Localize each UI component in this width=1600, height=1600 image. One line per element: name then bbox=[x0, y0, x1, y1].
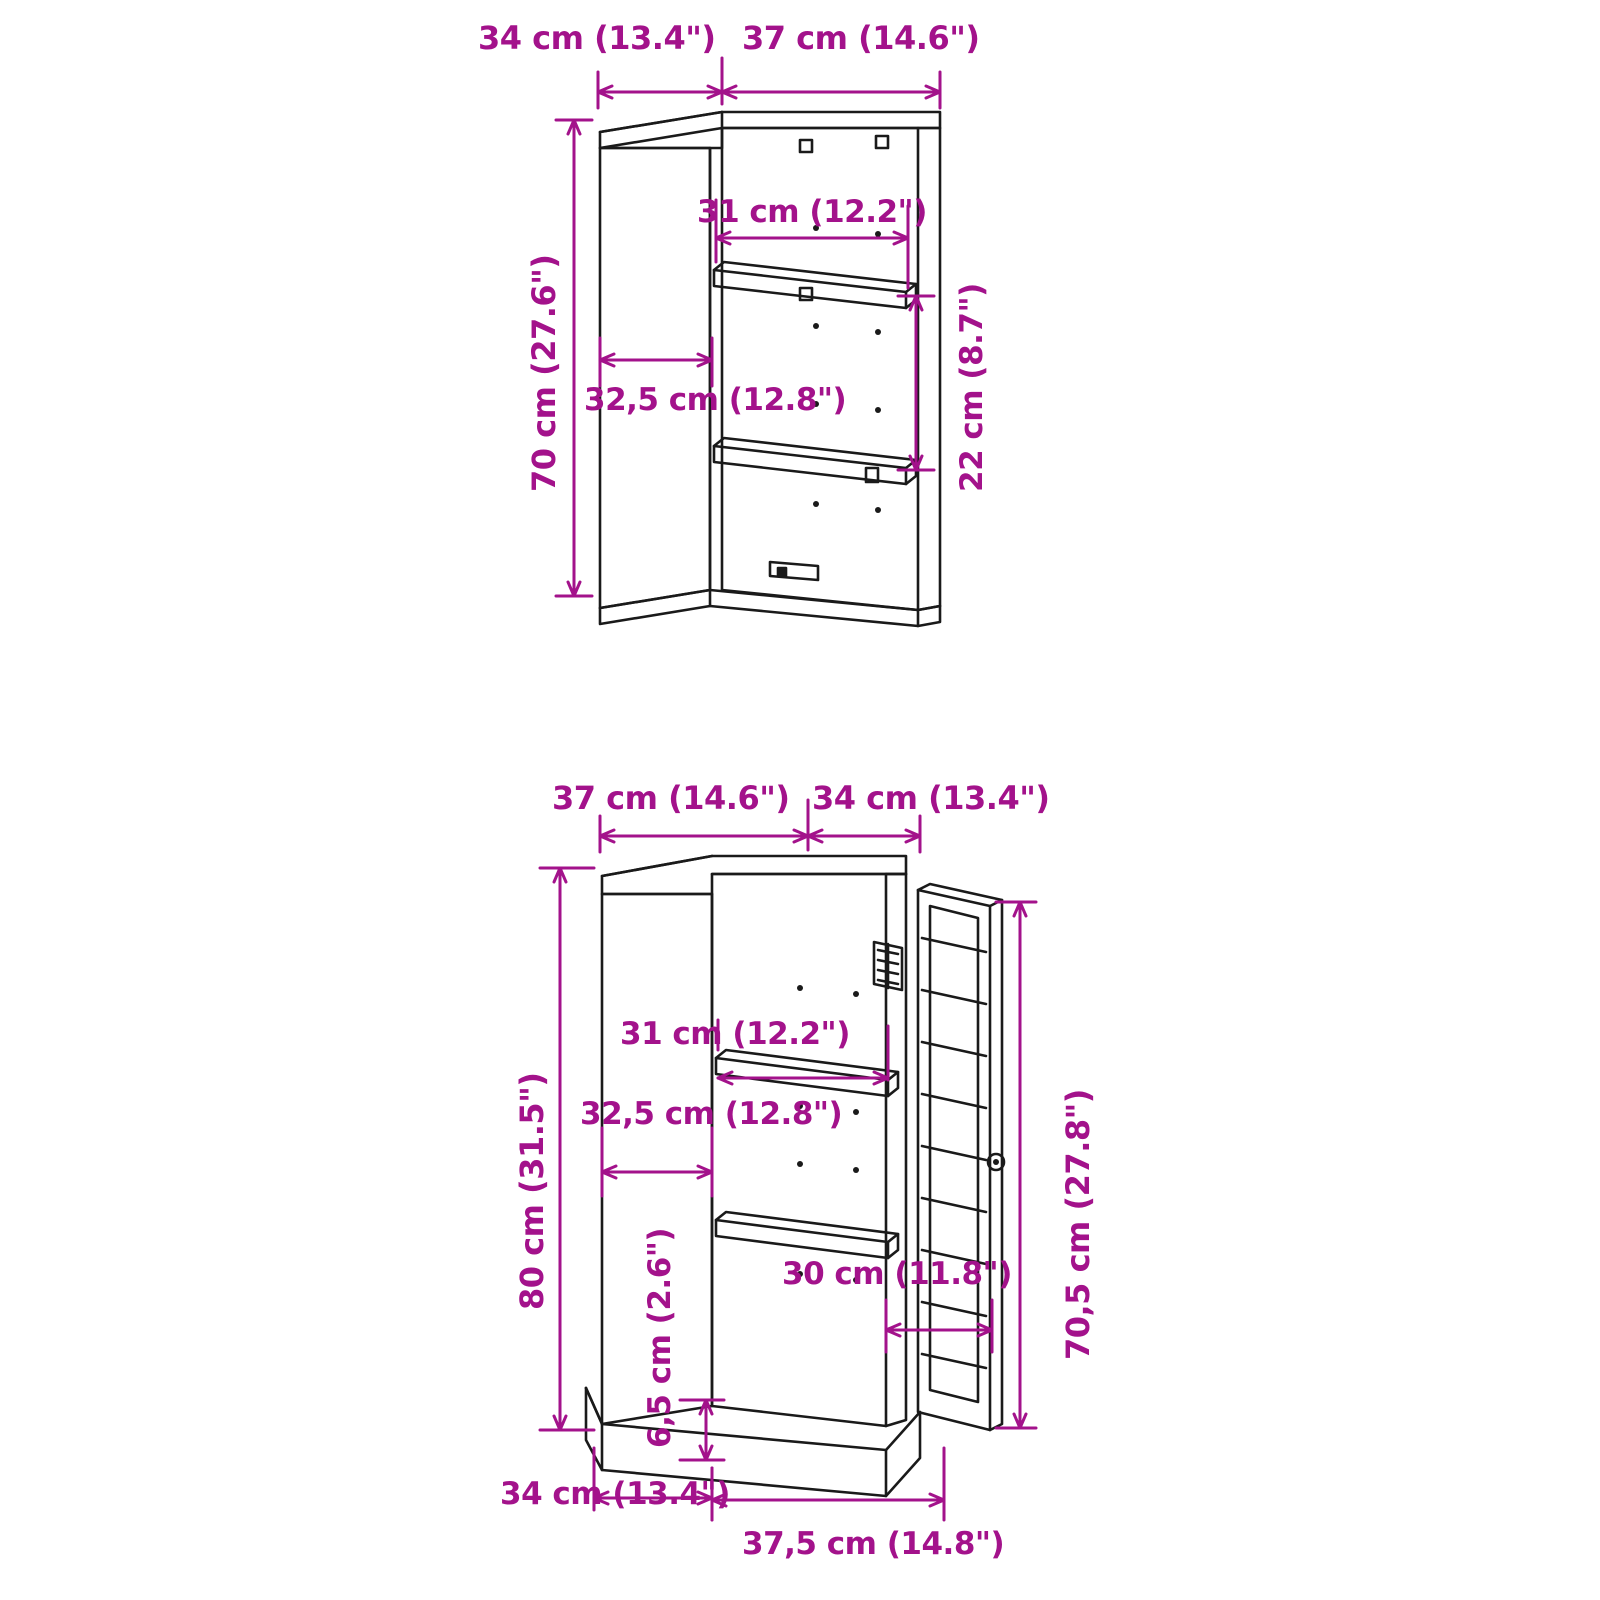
upper-cabinet-drawing bbox=[600, 112, 940, 626]
dim-upper-inner-shelf-width: 31 cm (12.2") bbox=[697, 194, 927, 230]
dim-lower-height: 80 cm (31.5") bbox=[513, 1072, 551, 1310]
dim-lower-inner-shelf-depth: 32,5 cm (12.8") bbox=[580, 1096, 843, 1132]
dim-lower-top-right-width: 34 cm (13.4") bbox=[812, 779, 1050, 817]
dim-lower-inner-lower-width: 30 cm (11.8") bbox=[782, 1256, 1012, 1292]
dim-upper-height: 70 cm (27.6") bbox=[525, 254, 563, 492]
dim-lower-base-depth: 34 cm (13.4") bbox=[500, 1476, 730, 1512]
dim-lower-base-width: 37,5 cm (14.8") bbox=[742, 1526, 1005, 1562]
dim-upper-inner-shelf-depth: 32,5 cm (12.8") bbox=[584, 382, 847, 418]
dim-lower-inner-shelf-width: 31 cm (12.2") bbox=[620, 1016, 850, 1052]
dim-upper-shelf-gap: 22 cm (8.7") bbox=[954, 283, 990, 492]
dim-upper-top-right-depth: 37 cm (14.6") bbox=[742, 19, 980, 57]
dim-lower-door-height: 70,5 cm (27.8") bbox=[1059, 1089, 1097, 1360]
dim-lower-plinth-height: 6,5 cm (2.6") bbox=[642, 1227, 678, 1448]
dim-upper-top-left-width: 34 cm (13.4") bbox=[478, 19, 716, 57]
dim-lower-top-left-depth: 37 cm (14.6") bbox=[552, 779, 790, 817]
